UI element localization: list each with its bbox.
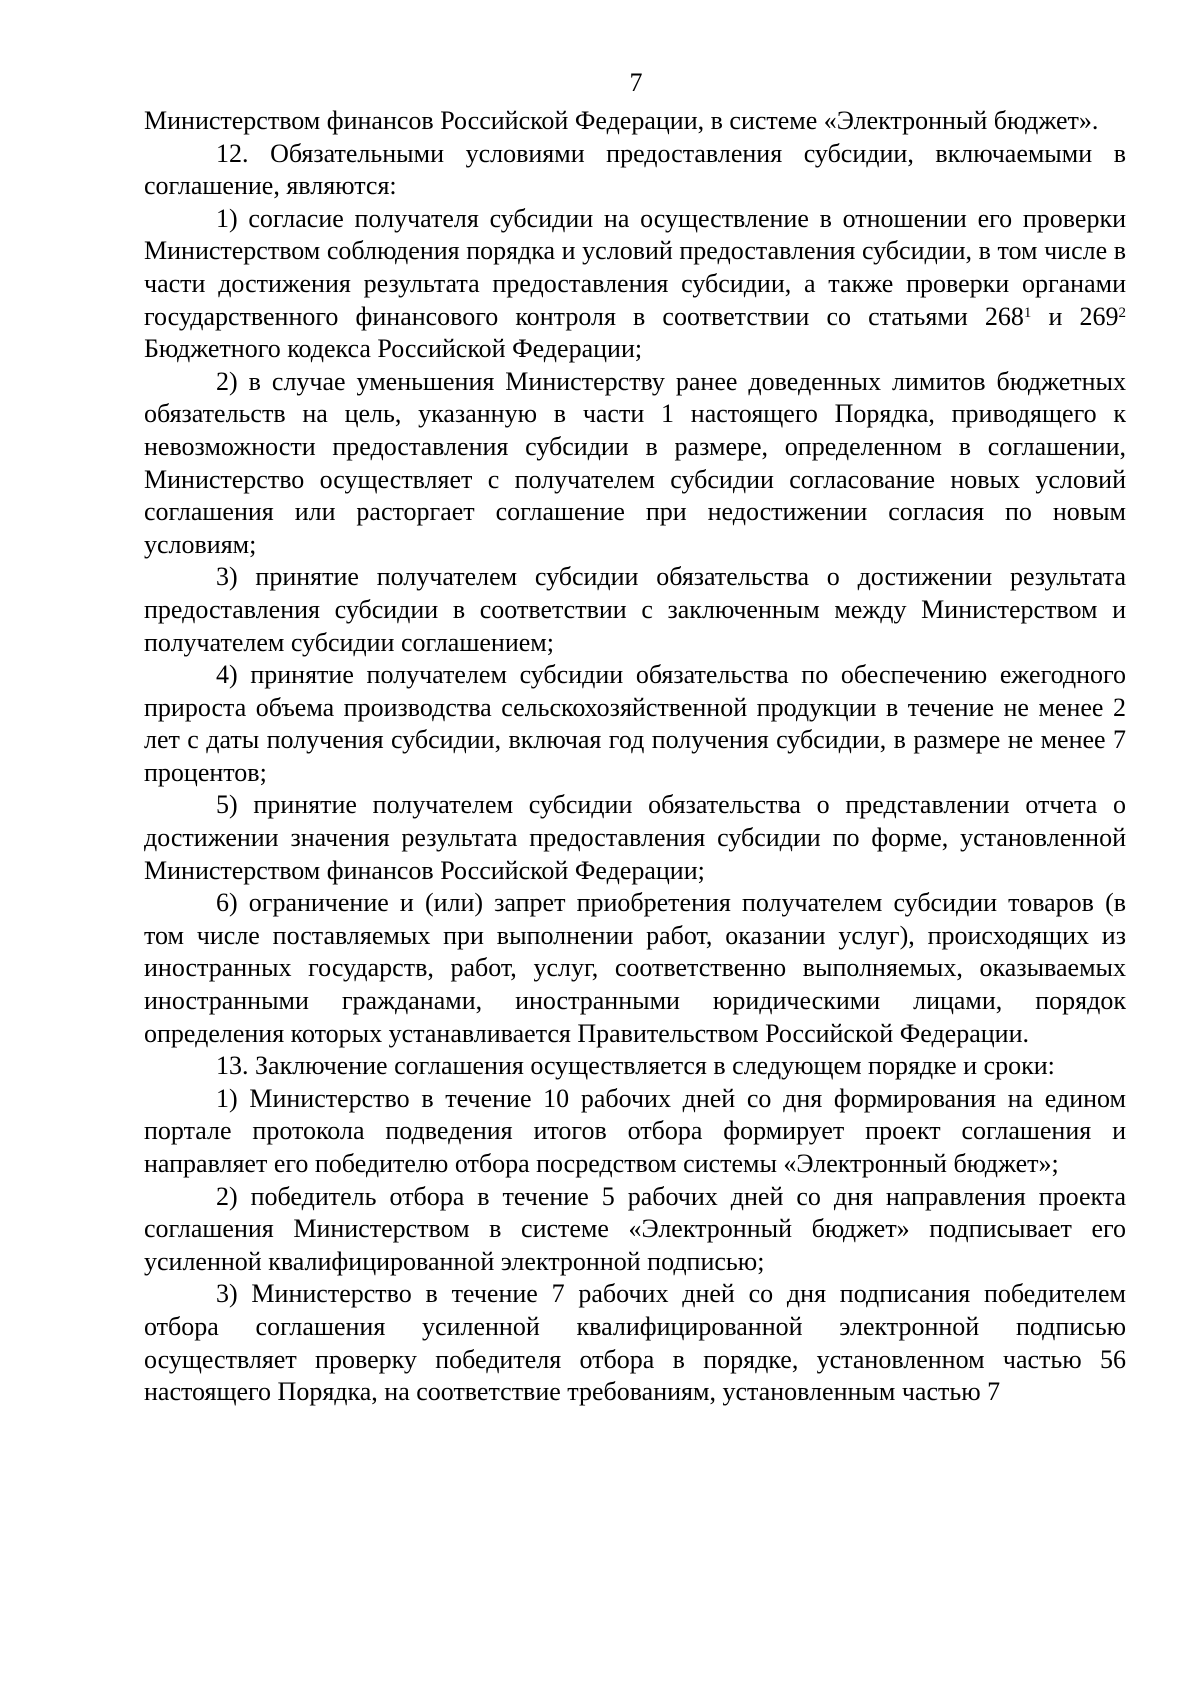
page-number: 7 (629, 68, 643, 97)
item-1-text-a: 1) согласие получателя субсидии на осуществление в отношении его проверки Министерством соблюдения порядка и условий предоставления субсидии, в том числе в части достижения результата предоставления субсидии, а также проверки органами государственного финансового контроля в соответствии со статьями 268 (144, 203, 1126, 331)
paragraph-clause-12-item-2: 2) в случае уменьшения Министерству ранее доведенных лимитов бюджетных обязательств на цель, указанную в части 1 настоящего Порядка, приводящего к невозможности предоставления субсидии в размере, определенном в соглашении, Министерство осуществляет с получателем субсидии согласование новых условий соглашения или расторгает соглашение при недостижении согласия по новым условиям; (144, 366, 1126, 559)
paragraph-clause-13-item-2: 2) победитель отбора в течение 5 рабочих дней со дня направления проекта соглашения Министерством в системе «Электронный бюджет» подписывает его усиленной квалифицированной электронной подписью; (144, 1181, 1126, 1276)
item-1-text-b: и 269 (1031, 301, 1119, 331)
superscript-2: 2 (1118, 304, 1127, 321)
paragraph-clause-13: 13. Заключение соглашения осуществляется в следующем порядке и сроки: (216, 1051, 1055, 1081)
paragraph-clause-12-item-6: 6) ограничение и (или) запрет приобретения получателем субсидии товаров (в том числе поставляемых при выполнении работ, оказании услуг), происходящих из иностранных государств, работ, услуг, соответственно выполняемых, оказываемых иностранными гражданами, иностранными юридическими лицами, порядок определения которых устанавливается Правительством Российской Федерации. (144, 888, 1126, 1048)
paragraph-clause-13-item-3: 3) Министерство в течение 7 рабочих дней со дня подписания победителем отбора соглашения усиленной квалифицированной электронной подписью осуществляет проверку победителя отбора в порядке, установленном частью 56 настоящего Порядка, на соответствие требованиям, установленным частью 7 (144, 1279, 1126, 1407)
paragraph-clause-13-item-1: 1) Министерство в течение 10 рабочих дней со дня формирования на едином портале протокола подведения итогов отбора формирует проект соглашения и направляет его победителю отбора посредством системы «Электронный бюджет»; (144, 1083, 1126, 1178)
paragraph-continuation: Министерством финансов Российской Федерации, в системе «Электронный бюджет». (144, 106, 1099, 135)
paragraph-clause-12-item-5: 5) принятие получателем субсидии обязательства о представлении отчета о достижении значения результата предоставления субсидии по форме, установленной Министерством финансов Российской Федерации; (144, 790, 1126, 885)
superscript-1: 1 (1023, 304, 1032, 321)
paragraph-clause-12-item-1 (144, 203, 1126, 366)
paragraph-clause-12-item-3: 3) принятие получателем субсидии обязательства о достижении результата предоставления субсидии в соответствии с заключенным между Министерством и получателем субсидии соглашением; (144, 562, 1126, 657)
paragraph-clause-12-item-4: 4) принятие получателем субсидии обязательства по обеспечению ежегодного прироста объема производства сельскохозяйственной продукции в течение не менее 2 лет с даты получения субсидии, включая год получения субсидии, в размере не менее 7 процентов; (144, 660, 1126, 787)
item-1-text-c: Бюджетного кодекса Российской Федерации; (144, 334, 643, 364)
paragraph-clause-12: 12. Обязательными условиями предоставления субсидии, включаемыми в соглашение, являются: (144, 138, 1126, 201)
